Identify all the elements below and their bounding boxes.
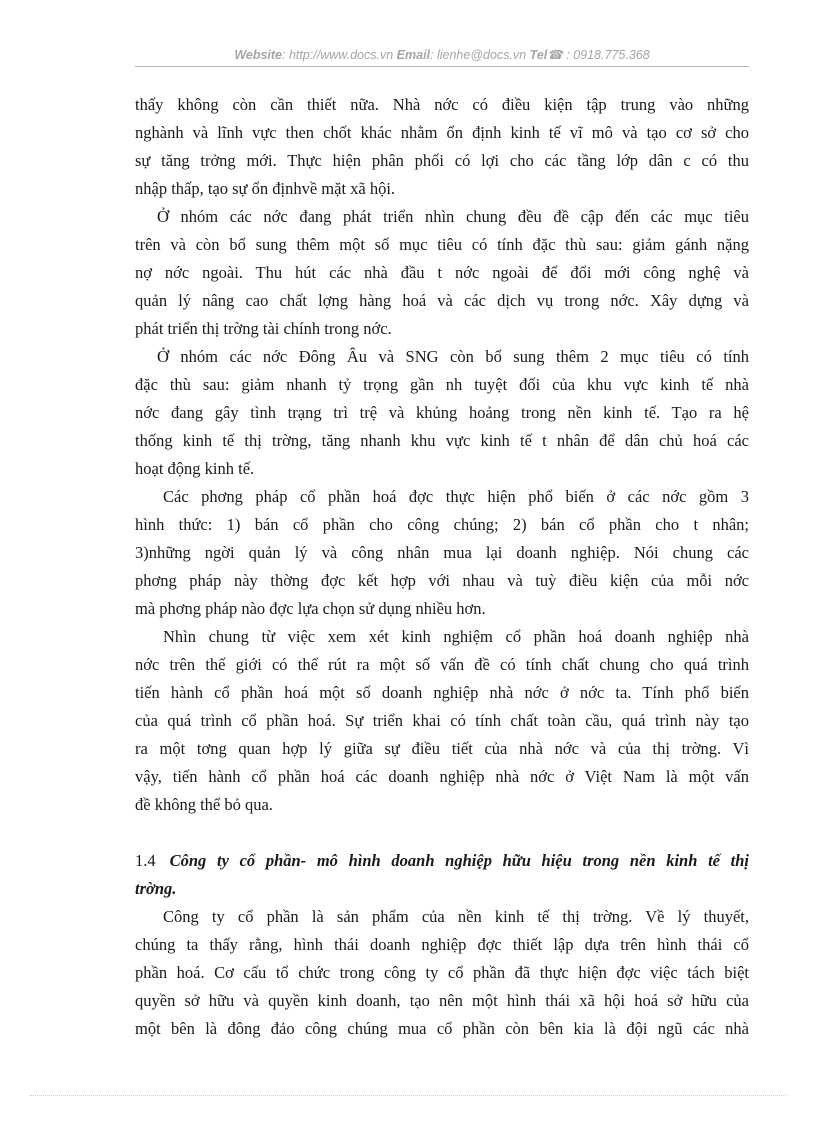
text-line: quản lý nâng cao chất lợng hàng hoá và các dịch vụ trong nớc. Xây dựng và [135, 291, 749, 310]
text-line: nớc trên thế giới có thể rút ra một số vấn đề có tính chất chung cho quá trình [135, 655, 749, 674]
text-line: nợ nớc ngoài. Thu hút các nhà đầu t nớc ngoài để đổi mới công nghệ và [135, 263, 749, 282]
text-line: đặc thù sau: giảm nhanh tỷ trọng gần nh tuyệt đối của khu vực kinh tế nhà [135, 375, 749, 394]
email-value: : lienhe@docs.vn [430, 48, 527, 62]
page-header [135, 47, 749, 62]
text-line: nhập thấp, tạo sự ổn địnhvề mặt xã hội. [135, 179, 396, 198]
footer-rule [30, 1095, 786, 1096]
text-line: Ở nhóm các nớc đang phát triển nhìn chung đều đề cập đến các mục tiêu [157, 207, 749, 226]
website-value: : http://www.docs.vn [282, 48, 394, 62]
text-line: trên và còn bổ sung thêm một số mục tiêu có tính đặc thù sau: giảm gánh nặng [135, 235, 749, 254]
tel-value: ☎ : 0918.775.368 [547, 48, 650, 62]
text-line: một bên là đông đảo công chúng mua cổ phần còn bên kia là đội ngũ các nhà [135, 1019, 749, 1038]
text-line: phát triển thị trờng tài chính trong nớc. [135, 319, 392, 338]
text-line: sự tăng trởng mới. Thực hiện phân phối có lợi cho các tầng lớp dân c có thu [135, 151, 749, 170]
text-line: thống kinh tế thị trờng, tăng nhanh khu vực kinh tế t nhân để dân chủ hoá các [135, 431, 749, 450]
text-line: tiến hành cổ phần hoá một số doanh nghiệp nhà nớc ở nớc ta. Tính phổ biến [135, 683, 749, 702]
website-label: Website [234, 48, 283, 62]
text-line: chúng ta thấy rằng, hình thái doanh nghiệp đợc thiết lập dựa trên hình thái cổ [135, 935, 749, 954]
text-line: đề không thể bỏ qua. [135, 795, 273, 814]
text-line: vậy, tiến hành cổ phần hoá các doanh nghiệp nhà nớc ở Việt Nam là một vấn [135, 767, 749, 786]
section-number: 1.4 [135, 851, 156, 870]
text-line: thấy không còn cần thiết nữa. Nhà nớc có điều kiện tập trung vào những [135, 95, 749, 114]
text-line: hình thức: 1) bán cổ phần cho công chúng; 2) bán cổ phần cho t nhân; [135, 515, 749, 534]
text-line: Công ty cổ phần là sản phẩm của nền kinh tế thị trờng. Về lý thuyết, [163, 907, 749, 926]
document-body [135, 91, 749, 1043]
text-line: ra một tơng quan hợp lý giữa sự điều tiết của nhà nớc và của thị trờng. Vì [135, 739, 749, 758]
email-label: Email [396, 48, 431, 62]
tel-label: Tel [529, 48, 548, 62]
text-line: của quá trình cổ phần hoá. Sự triển khai có tính chất toàn cầu, quá trình này tạo [135, 711, 749, 730]
text-line: nghành và lĩnh vực then chốt khác nhằm ổn định kinh tế vĩ mô và tạo cơ sở cho [135, 123, 749, 142]
text-line: Các phơng pháp cổ phần hoá đợc thực hiện phổ biến ở các nớc gồm 3 [163, 487, 749, 506]
text-line: phơng pháp này thờng đợc kết hợp với nhau và tuỳ điều kiện của mỗi nớc [135, 571, 749, 590]
text-line: 3)những ngời quản lý và công nhân mua lại doanh nghiệp. Nói chung các [135, 543, 749, 562]
text-line: phần hoá. Cơ cấu tổ chức trong công ty cổ phần đã thực hiện đợc việc tách biệt [135, 963, 749, 982]
text-line: nớc đang gây tình trạng trì trệ và khủng hoảng trong nền kinh tế. Tạo ra hệ [135, 403, 749, 422]
header-rule [135, 66, 749, 67]
text-line: Nhìn chung từ việc xem xét kinh nghiệm cổ phần hoá doanh nghiệp nhà [163, 627, 749, 646]
section-spacer [135, 819, 749, 847]
section-title-line1: Công ty cổ phần- mô hình doanh nghiệp hữu hiệu trong nền kinh tế thị [169, 851, 749, 870]
text-line: mà phơng pháp nào đợc lựa chọn sử dụng nhiều hơn. [135, 599, 486, 618]
text-line: quyền sở hữu và quyền kinh doanh, tạo nên một hình thái xã hội hoá sở hữu của [135, 991, 749, 1010]
text-line: Ở nhóm các nớc Đông Âu và SNG còn bổ sung thêm 2 mục tiêu có tính [157, 347, 749, 366]
section-heading [135, 847, 749, 875]
text-line: hoạt động kinh tế. [135, 459, 255, 478]
section-title-line2: trờng. [135, 879, 177, 898]
